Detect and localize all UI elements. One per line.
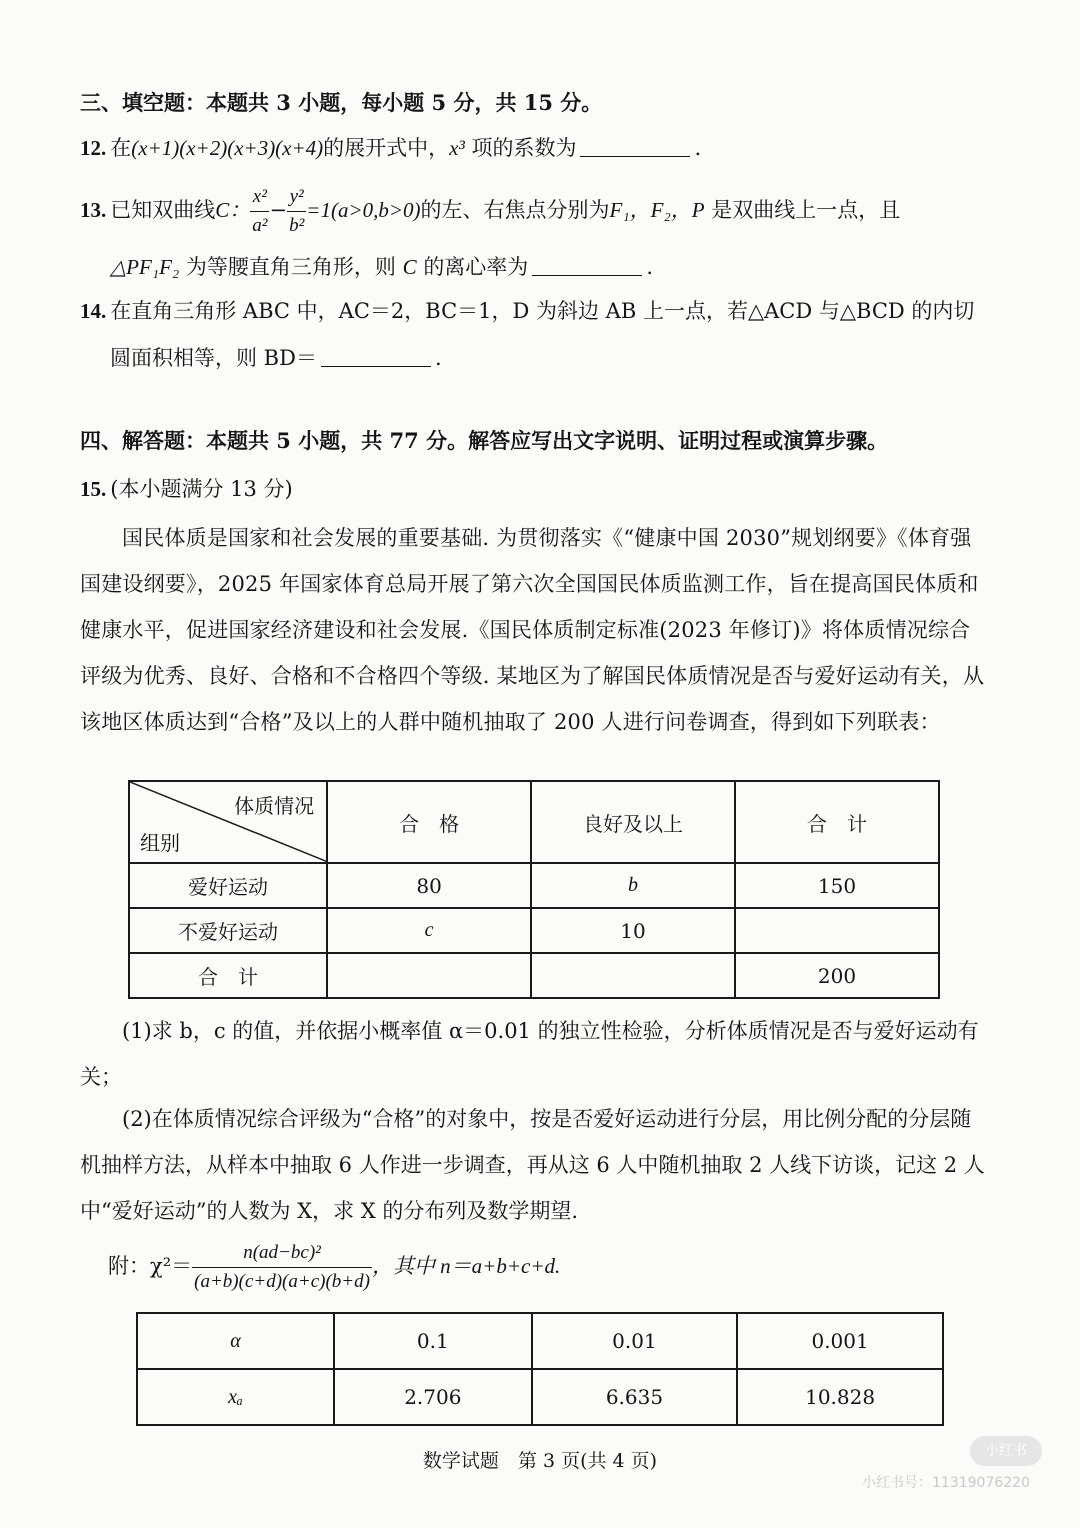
q13-text-c: 是双曲线上一点，且 [711, 198, 901, 222]
q15-part1: (1)求 b，c 的值，并依据小概率值 α＝0.01 的独立性检验，分析体质情况是否与爱好运动有关； [80, 1019, 979, 1089]
table-cell: 0.01 [532, 1313, 738, 1369]
q12-expression: (x+1)(x+2)(x+3)(x+4) [131, 136, 324, 160]
q15-part2: (2)在体质情况综合评级为“合格”的对象中，按是否爱好运动进行分层，用比例分配的分层随机抽样方法，从样本中抽取 6 人作进一步调查，再从这 6 人中随机抽取 2 人线下访谈，记这 2 人中“爱好运动”的人数为 X，求 X 的分布列及数学期望. [80, 1107, 985, 1223]
formula-numerator: n(ad−bc)² [192, 1239, 372, 1268]
q13-number: 13. [80, 198, 107, 222]
q12-number: 12. [80, 136, 107, 160]
page-footer: 数学试题 第 3 页(共 4 页) [422, 1450, 658, 1472]
table-header: 合 计 [735, 781, 939, 863]
chi-square-formula [108, 1237, 990, 1296]
q13-c: C [402, 255, 417, 279]
table-cell [327, 953, 531, 998]
question-15-header [80, 474, 990, 504]
q13-line2-text: 为等腰直角三角形，则 [185, 255, 396, 279]
table-header: 良好及以上 [531, 781, 735, 863]
formula-fraction [192, 1239, 372, 1296]
q13-equation: =1(a>0,b>0) [306, 198, 421, 222]
q13-answer-blank[interactable] [532, 255, 642, 276]
table-cell: 10.828 [737, 1369, 943, 1425]
q13-frac-y-num: y² [287, 183, 306, 212]
q12-end: . [694, 136, 702, 160]
q13-frac-x-den: a² [252, 215, 268, 236]
q13-end: . [646, 255, 653, 279]
table-cell: 200 [735, 953, 939, 998]
table-cell: 80 [327, 863, 531, 908]
table-row [129, 953, 939, 998]
table-cell: 2.706 [334, 1369, 532, 1425]
watermark-logo: 小红书 [970, 1436, 1042, 1466]
q12-text-b: 的展开式中， [323, 136, 450, 160]
section3-heading: 三、填空题：本题共 3 小题，每小题 5 分，共 15 分。 [80, 90, 603, 115]
q14-answer-blank[interactable] [321, 346, 431, 367]
q14-line1: 在直角三角形 ABC 中，AC＝2，BC＝1，D 为斜边 AB 上一点，若△ACD 与△BCD 的内切 [110, 299, 975, 323]
q12-x3: x³ [449, 136, 465, 160]
corner-top-label: 体质情况 [234, 794, 315, 818]
table-cell: 0.1 [334, 1313, 532, 1369]
table-row [137, 1369, 943, 1425]
table-cell: c [327, 908, 531, 953]
table-row [129, 908, 939, 953]
q13-text-a: 已知双曲线 [110, 198, 216, 222]
corner-bottom-label: 组别 [140, 831, 180, 855]
table-cell: b [531, 863, 735, 908]
table-cell: 10 [531, 908, 735, 953]
q13-frac-x-num: x² [250, 183, 269, 212]
q13-text-b: 的左、右焦点分别为 [420, 198, 610, 222]
table-row [137, 1313, 943, 1369]
question-14-line2 [110, 343, 990, 373]
q13-frac-y-den: b² [289, 215, 305, 236]
q15-number: 15. [80, 477, 107, 501]
q14-number: 14. [80, 299, 107, 323]
table-cell: 6.635 [532, 1369, 738, 1425]
critical-value-table [136, 1312, 944, 1426]
row-label: 合 计 [129, 953, 327, 998]
q13-frac-y [287, 183, 306, 240]
table-cell: 150 [735, 863, 939, 908]
table-cell [735, 908, 939, 953]
formula-suffix: ，其中 n＝a+b+c+d. [371, 1254, 561, 1278]
table-row [129, 863, 939, 908]
watermark-id: 小红书号：11319076220 [862, 1475, 1030, 1491]
q15-score: (本小题满分 13 分) [110, 477, 293, 501]
table-corner-cell [129, 781, 327, 863]
q13-foci: F₁，F₂，P [609, 198, 705, 222]
table-cell [531, 953, 735, 998]
q12-text-c: 项的系数为 [471, 136, 577, 160]
row-label: xₐ [137, 1369, 334, 1425]
q12-answer-blank[interactable] [580, 136, 690, 157]
formula-denominator: (a+b)(c+d)(a+c)(b+d) [194, 1271, 370, 1292]
question-13-line2 [110, 252, 990, 282]
question-14 [80, 296, 990, 326]
row-label: 不爱好运动 [129, 908, 327, 953]
question-13 [80, 182, 990, 240]
row-label: 爱好运动 [129, 863, 327, 908]
table-header: 合 格 [327, 781, 531, 863]
q13-triangle: △PF₁F₂ [110, 255, 180, 279]
q14-line2: 圆面积相等，则 BD＝ [110, 346, 317, 370]
contingency-table [128, 780, 940, 999]
q15-stem: 国民体质是国家和社会发展的重要基础. 为贯彻落实《“健康中国 2030”规划纲要》《体育强国建设纲要》，2025 年国家体育总局开展了第六次全国国民体质监测工作，旨在提高国民体质和健康水平，促进国家经济建设和社会发展.《国民体质制定标准(2023 年修订)》将体质情况综合评级为优秀、良好、合格和不合格四个等级. 某地区为了解国民体质情况是否与爱好运动有关，从该地区体质达到“合格”及以上的人群中随机抽取了 200 人进行问卷调查，得到如下列联表： [80, 526, 985, 734]
table-cell: 0.001 [737, 1313, 943, 1369]
formula-prefix: 附：χ²＝ [108, 1254, 193, 1278]
q12-text-a: 在 [110, 136, 132, 160]
q13-frac-x [250, 183, 269, 240]
section4-heading: 四、解答题：本题共 5 小题，共 77 分。解答应写出文字说明、证明过程或演算步骤。 [80, 428, 889, 453]
q13-minus: − [269, 198, 288, 222]
question-12 [80, 133, 990, 163]
q13-line2-text-d: 的离心率为 [423, 255, 529, 279]
q13-c-label: C： [215, 198, 251, 222]
row-label: α [137, 1313, 334, 1369]
q14-end: . [434, 346, 442, 370]
